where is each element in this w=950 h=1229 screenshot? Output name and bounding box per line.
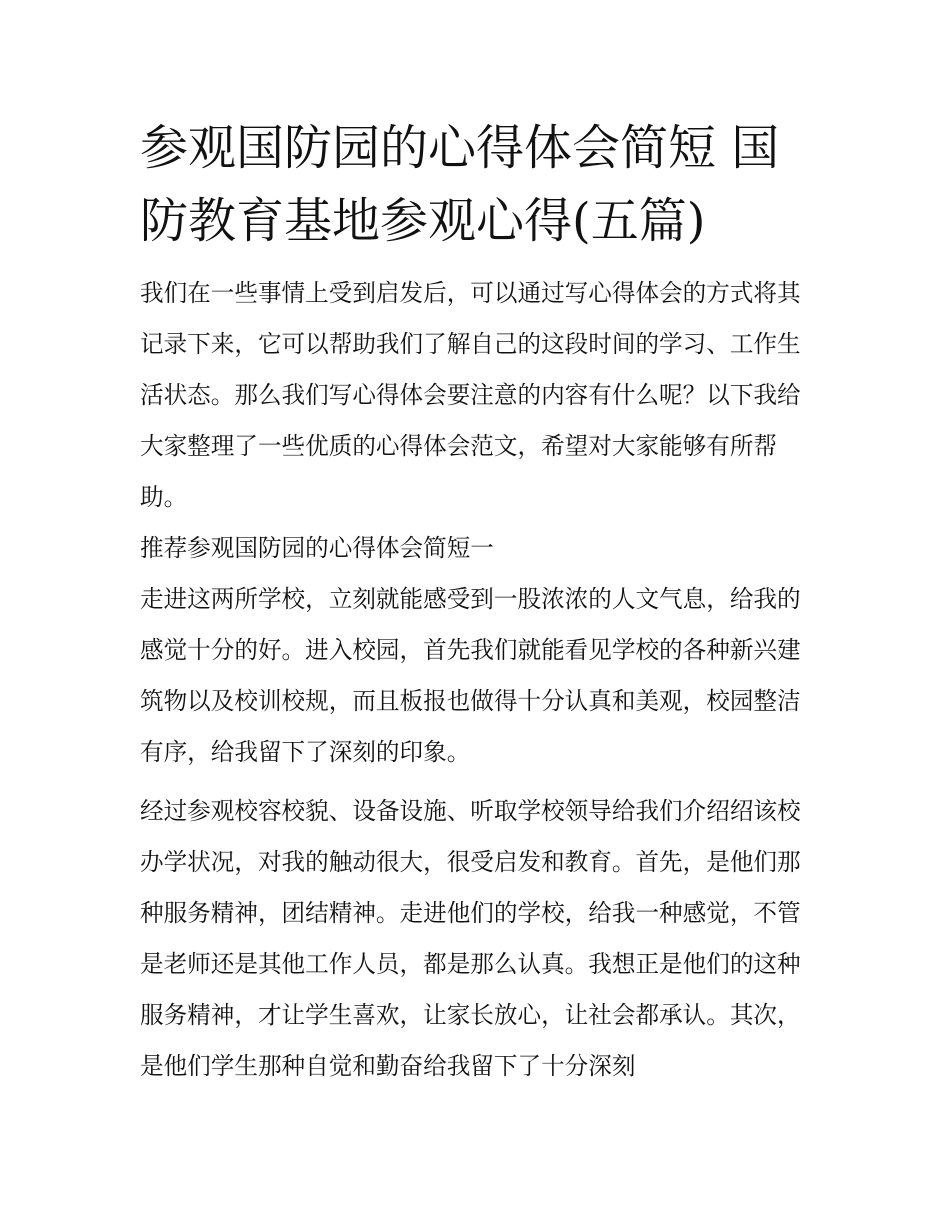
document-title: 参观国防园的心得体会简短 国防教育基地参观心得(五篇): [140, 120, 780, 249]
body-paragraph: 经过参观校容校貌、设备设施、听取学校领导给我们介绍绍该校办学状况，对我的触动很大，很受启发和教育。首先，是他们那种服务精神，团结精神。走进他们的学校，给我一种感觉，不管是老师还是其他工作人员，都是那么认真。我想正是他们的这种服务精神，才让学生喜欢，让家长放心，让社会都承认。其次，是他们学生那种自觉和勤奋给我留下了十分深刻: [140, 797, 801, 1080]
intro-paragraph: 我们在一些事情上受到启发后，可以通过写心得体会的方式将其记录下来，它可以帮助我们了解自己的这段时间的学习、工作生活状态。那么我们写心得体会要注意的内容有什么呢？以下我给大家整理了一些优质的心得体会范文，希望对大家能够有所帮助。: [140, 279, 801, 511]
body-paragraph: 走进这两所学校，立刻就能感受到一股浓浓的人文气息，给我的感觉十分的好。进入校园，首先我们就能看见学校的各种新兴建筑物以及校训校规，而且板报也做得十分认真和美观，校园整洁有序，给我留下了深刻的印象。: [140, 585, 801, 766]
section-heading: 推荐参观国防园的心得体会简短一: [140, 534, 494, 562]
document-page: [140, 112, 812, 1092]
